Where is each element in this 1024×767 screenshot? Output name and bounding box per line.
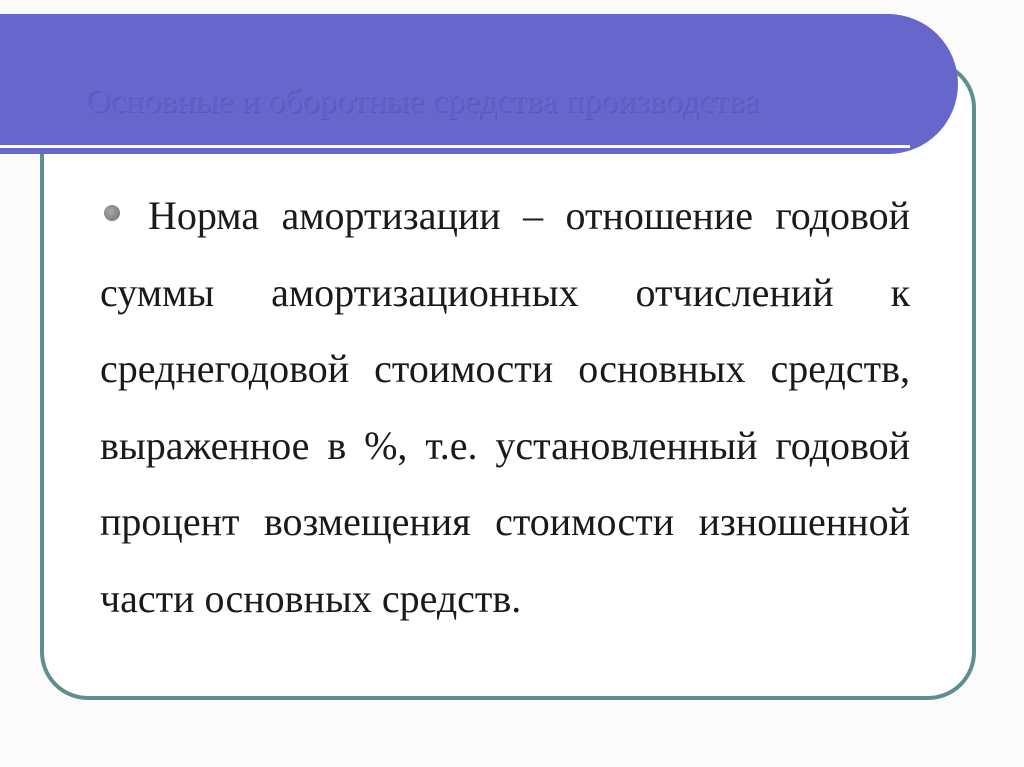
- bullet-list: [100, 178, 910, 637]
- title-divider: [0, 145, 910, 148]
- bullet-item-text: Норма амортизации – отношение годовой суммы амортизационных отчислений к среднегодовой стоимости основных средств, выраженное в %, т.е. установленный годовой процент возмещения стоимости изношенной части основных средств.: [100, 193, 910, 621]
- bullet-dot-icon: [104, 205, 120, 221]
- slide-title: Основные и оборотные средства производства: [86, 83, 760, 120]
